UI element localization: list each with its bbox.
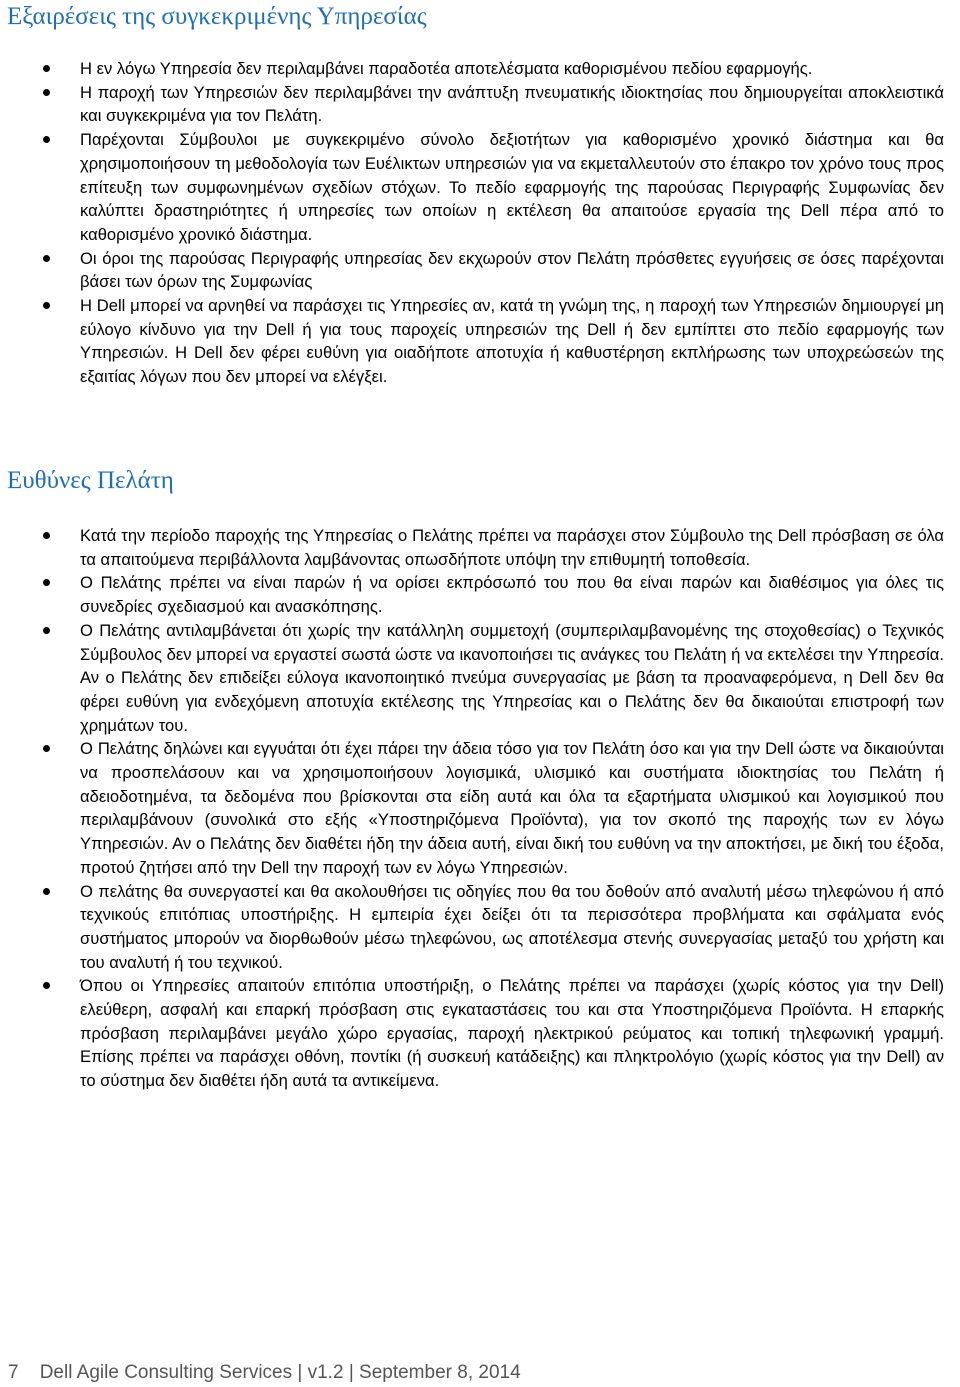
list-item: Παρέχονται Σύμβουλοι με συγκεκριμένο σύνολο δεξιοτήτων για καθορισμένο χρονικό διάστημα και θα χρησιμοποιήσουν τη μεθοδολογία των Ευέλικτων υπηρεσιών για να εκμεταλλευτούν στο έπακρο τον χρόνο τους προς επίτευξη των συμφωνημένων σχεδίων στόχων. Το πεδίο εφαρμογής της παρούσας Περιγραφής Συμφωνίας δεν καλύπτει δραστηριότητες ή υπηρεσίες των οποίων η εκτέλεση θα απαιτούσε εργασία της Dell πέρα από το καθορισμένο χρονικό διάστημα.: [0, 128, 944, 247]
document-title: Dell Agile Consulting Services: [39, 1362, 293, 1383]
page-number: 7: [8, 1362, 19, 1383]
list-item: Οι όροι της παρούσας Περιγραφής υπηρεσίας δεν εκχωρούν στον Πελάτη πρόσθετες εγγυήσεις σε όσες παρέχονται βάσει των όρων της Συμφωνίας: [0, 247, 944, 294]
footer-separator: |: [348, 1362, 354, 1383]
customer-responsibilities-list: [0, 524, 944, 1093]
section-title-customer-responsibilities: Ευθύνες Πελάτη: [7, 467, 174, 494]
document-version: v1.2: [307, 1362, 344, 1383]
list-item: Η εν λόγω Υπηρεσία δεν περιλαμβάνει παραδοτέα αποτελέσματα καθορισμένου πεδίου εφαρμογής.: [0, 57, 944, 81]
section-title-exclusions: Εξαιρέσεις της συγκεκριμένης Υπηρεσίας: [7, 3, 427, 30]
list-item: Ο πελάτης θα συνεργαστεί και θα ακολουθήσει τις οδηγίες που θα του δοθούν από αναλυτή μέσω τηλεφώνου ή από τεχνικούς επιτόπιας υποστήριξης. Η εμπειρία έχει δείξει ότι τα περισσότερα προβλήματα και σφάλματα ενός συστήματος μπορούν να διορθωθούν μέσω τηλεφώνου, ως αποτέλεσμα στενής συνεργασίας μεταξύ του χρήστη και του αναλυτή ή του τεχνικού.: [0, 880, 944, 975]
footer-separator: |: [297, 1362, 303, 1383]
exclusions-list: [0, 57, 944, 389]
page-footer: [8, 1361, 521, 1385]
list-item: Η Dell μπορεί να αρνηθεί να παράσχει τις Υπηρεσίες αν, κατά τη γνώμη της, η παροχή των Υπηρεσιών δημιουργεί μη εύλογο κίνδυνο για την Dell ή για τους παροχείς υπηρεσιών της Dell ή δεν εμπίπτει στο πεδίο εφαρμογής των Υπηρεσιών. Η Dell δεν φέρει ευθύνη για οιαδήποτε αποτυχία ή καθυστέρηση εκπλήρωσης των υποχρεώσεών της εξαιτίας λόγων που δεν μπορεί να ελέγξει.: [0, 294, 944, 389]
list-item: Κατά την περίοδο παροχής της Υπηρεσίας ο Πελάτης πρέπει να παράσχει στον Σύμβουλο της Dell πρόσβαση σε όλα τα απαιτούμενα περιβάλλοντα λαμβάνοντας οπωσδήποτε υπόψη την επιθυμητή τοποθεσία.: [0, 524, 944, 571]
list-item: Ο Πελάτης αντιλαμβάνεται ότι χωρίς την κατάλληλη συμμετοχή (συμπεριλαμβανομένης της στοχοθεσίας) ο Τεχνικός Σύμβουλος δεν μπορεί να εργαστεί σωστά ώστε να ικανοποιήσει τις ανάγκες του Πελάτη ή να εκτελέσει την Υπηρεσία. Αν ο Πελάτης δεν επιδείξει εύλογα ικανοποιητικό πνεύμα συνεργασίας με βάση τα προαναφερόμενα, η Dell δεν θα φέρει ευθύνη για ενδεχόμενη αποτυχία εκτέλεσης της Υπηρεσίας και ο Πελάτης δεν θα δικαιούται επιστροφή των χρημάτων του.: [0, 619, 944, 738]
list-item: Η παροχή των Υπηρεσιών δεν περιλαμβάνει την ανάπτυξη πνευματικής ιδιοκτησίας που δημιουργείται αποκλειστικά και συγκεκριμένα για τον Πελάτη.: [0, 81, 944, 128]
list-item: Όπου οι Υπηρεσίες απαιτούν επιτόπια υποστήριξη, ο Πελάτης πρέπει να παράσχει (χωρίς κόστος για την Dell) ελεύθερη, ασφαλή και επαρκή πρόσβαση στις εγκαταστάσεις του και στα Υποστηριζόμενα Προϊόντα. Η επαρκής πρόσβαση περιλαμβάνει μεγάλο χώρο εργασίας, παροχή ηλεκτρικού ρεύματος και τοπική τηλεφωνική γραμμή. Επίσης πρέπει να παράσχει οθόνη, ποντίκι (ή συσκευή κατάδειξης) και πληκτρολόγιο (χωρίς κόστος για την Dell) αν το σύστημα δεν διαθέτει ήδη αυτά τα αντικείμενα.: [0, 974, 944, 1093]
list-item: Ο Πελάτης πρέπει να είναι παρών ή να ορίσει εκπρόσωπό του που θα είναι παρών και διαθέσιμος για όλες τις συνεδρίες σχεδιασμού και ανασκόπησης.: [0, 571, 944, 618]
list-item: Ο Πελάτης δηλώνει και εγγυάται ότι έχει πάρει την άδεια τόσο για τον Πελάτη όσο και για την Dell ώστε να δικαιούνται να προσπελάσουν και να χρησιμοποιήσουν λογισμικά, υλισμικό και συστήματα ιδιοκτησίας του Πελάτη ή αδειοδοτημένα, τα δεδομένα που βρίσκονται στα είδη αυτά και όλα τα εξαρτήματα υλισμικού και λογισμικού που περιλαμβάνουν (συνολικά στο εξής «Υποστηριζόμενα Προϊόντα), για τον σκοπό της παροχής των εν λόγω Υπηρεσιών. Αν ο Πελάτης δεν διαθέτει ήδη την άδεια αυτή, είναι δική του ευθύνη να την αποκτήσει, με δική του έξοδα, προτού ζητήσει από την Dell την παροχή των εν λόγω Υπηρεσιών.: [0, 737, 944, 879]
document-date: September 8, 2014: [359, 1362, 521, 1383]
